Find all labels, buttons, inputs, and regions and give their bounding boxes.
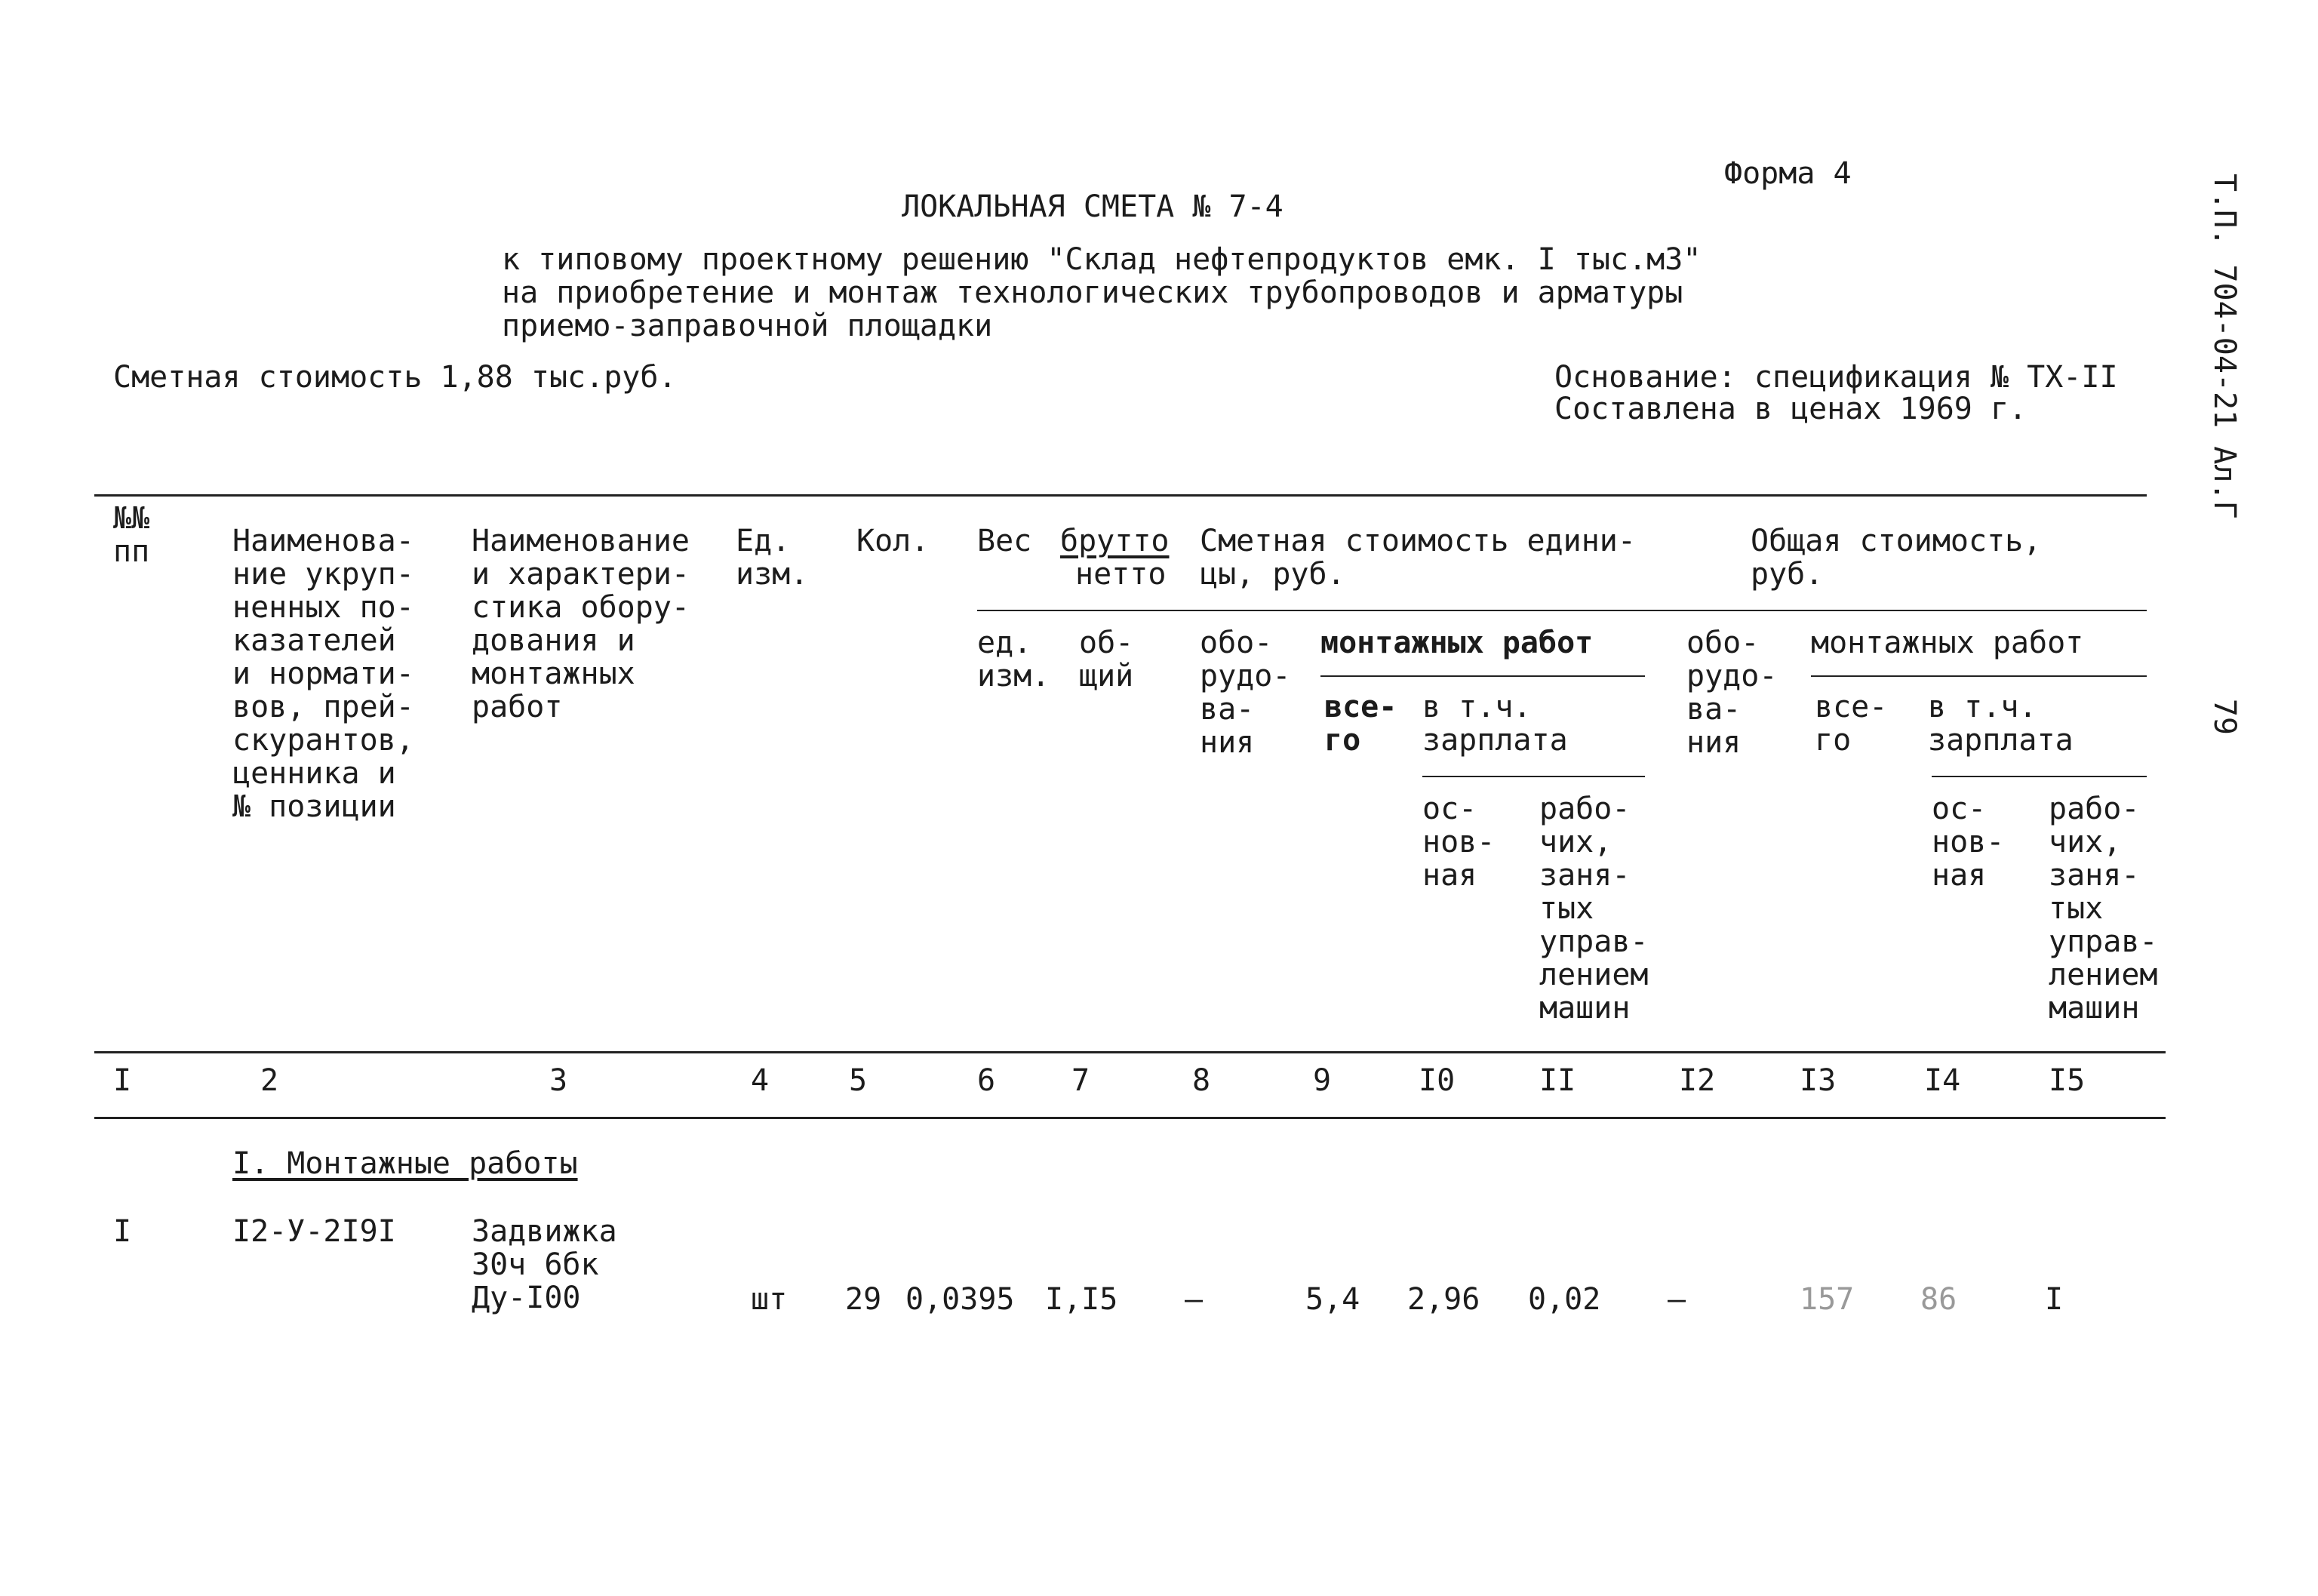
- col-unit-equipment-header: обо- рудо- ва- ния: [1200, 626, 1291, 760]
- col-weight-header: Вес: [977, 524, 1032, 558]
- col-weight-net: нетто: [1075, 557, 1167, 592]
- col-total-install-header: все- го: [1815, 690, 1888, 758]
- col-num-3: 3: [549, 1063, 568, 1098]
- col-weight-unit-header: ед. изм.: [977, 626, 1050, 693]
- col-unit-header: Ед. изм.: [736, 524, 809, 592]
- col-total-base-wage-header: ос- нов- ная: [1932, 792, 2005, 893]
- col-name-header: Наименование и характери- стика обору- дования и монтажных работ: [472, 524, 690, 724]
- row-total-machine-wage: I: [2045, 1282, 2064, 1317]
- col-weight-total-header: об- щий: [1079, 626, 1134, 693]
- col-unit-base-wage-header: ос- нов- ная: [1422, 792, 1496, 893]
- estimated-cost: Сметная стоимость 1,88 тыс.руб.: [113, 360, 677, 395]
- col-num-12: I2: [1679, 1063, 1716, 1098]
- row-unit-equipment: –: [1185, 1282, 1204, 1317]
- col-num-4: 4: [751, 1063, 770, 1098]
- side-stamp: [2208, 174, 2241, 735]
- col-num-6: 6: [977, 1063, 996, 1098]
- price-year: Составлена в ценах 1969 г.: [1554, 392, 2027, 426]
- col-num-10: I0: [1419, 1063, 1456, 1098]
- col-num-9: 9: [1313, 1063, 1332, 1098]
- subtitle-line-1: к типовому проектному решению "Склад нефтепродуктов емк. I тыс.м3": [502, 242, 1702, 277]
- row-weight-total: I,I5: [1045, 1282, 1118, 1317]
- total-installation-rule: [1811, 675, 2147, 677]
- row-quantity: 29: [845, 1282, 882, 1317]
- row-unit-install: 5,4: [1305, 1282, 1360, 1317]
- total-wage-header: в т.ч. зарплата: [1928, 690, 2074, 758]
- side-stamp-text: Т.П. 704-04-21 Ал.Г: [2207, 174, 2242, 519]
- unit-installation-header: монтажных работ: [1320, 626, 1594, 660]
- row-unit-base-wage: 2,96: [1407, 1282, 1480, 1317]
- unit-installation-rule: [1320, 675, 1645, 677]
- form-number: Форма 4: [1724, 156, 1852, 191]
- col-num-1: I: [113, 1063, 132, 1098]
- row-code: I2-У-2I9I: [232, 1214, 396, 1249]
- row-number: I: [113, 1214, 132, 1249]
- row-unit: шт: [751, 1282, 788, 1317]
- row-total-base-wage: 86: [1920, 1282, 1957, 1317]
- header-rule-2: [977, 610, 2147, 611]
- row-total-equipment: –: [1668, 1282, 1686, 1317]
- col-total-equipment-header: обо- рудо- ва- ния: [1686, 626, 1778, 760]
- col-code-header: Наименова- ние укруп- ненных по- казателей и нормати- вов, прей- скурантов, ценника и № позиции: [232, 524, 414, 824]
- unit-wage-header: в т.ч. зарплата: [1422, 690, 1568, 758]
- section-title: I. Монтажные работы: [232, 1146, 578, 1181]
- col-num-11: II: [1539, 1063, 1576, 1098]
- basis-spec: Основание: спецификация № ТХ-II: [1554, 360, 2118, 395]
- col-qty-header: Кол.: [856, 524, 930, 558]
- row-total-install: 157: [1800, 1282, 1855, 1317]
- col-num-14: I4: [1924, 1063, 1961, 1098]
- col-num-7: 7: [1071, 1063, 1090, 1098]
- col-num-2: 2: [260, 1063, 279, 1098]
- total-wage-rule: [1932, 776, 2147, 777]
- table-top-rule: [94, 494, 2147, 497]
- col-num-5: 5: [849, 1063, 868, 1098]
- row-item-name: Задвижка 30ч 6бк Ду-I00: [472, 1214, 617, 1315]
- subtitle-line-2: на приобретение и монтаж технологических трубопроводов и арматуры: [502, 275, 1683, 310]
- col-num-8: 8: [1192, 1063, 1211, 1098]
- col-unit-machine-wage-header: рабо- чих, заня- тых управ- лением машин: [1539, 792, 1649, 1026]
- col-number-header: №№ пп: [113, 501, 150, 569]
- col-num-15: I5: [2049, 1063, 2086, 1098]
- total-cost-header: Общая стоимость, руб.: [1751, 524, 2042, 592]
- col-unit-install-total-header: все- го: [1324, 690, 1397, 758]
- col-weight-gross: брутто: [1060, 524, 1170, 558]
- unit-wage-rule: [1422, 776, 1645, 777]
- document-title: ЛОКАЛЬНАЯ СМЕТА № 7-4: [902, 189, 1284, 224]
- total-installation-header: монтажных работ: [1811, 626, 2084, 660]
- numbers-top-rule: [94, 1051, 2166, 1053]
- subtitle-line-3: приемо-заправочной площадки: [502, 309, 993, 343]
- numbers-bottom-rule: [94, 1117, 2166, 1119]
- col-num-13: I3: [1800, 1063, 1837, 1098]
- page-number: 79: [2207, 698, 2242, 735]
- col-total-machine-wage-header: рабо- чих, заня- тых управ- лением машин: [2049, 792, 2158, 1026]
- unit-cost-header: Сметная стоимость едини- цы, руб.: [1200, 524, 1636, 592]
- row-unit-machine-wage: 0,02: [1528, 1282, 1601, 1317]
- row-weight-unit: 0,0395: [905, 1282, 1015, 1317]
